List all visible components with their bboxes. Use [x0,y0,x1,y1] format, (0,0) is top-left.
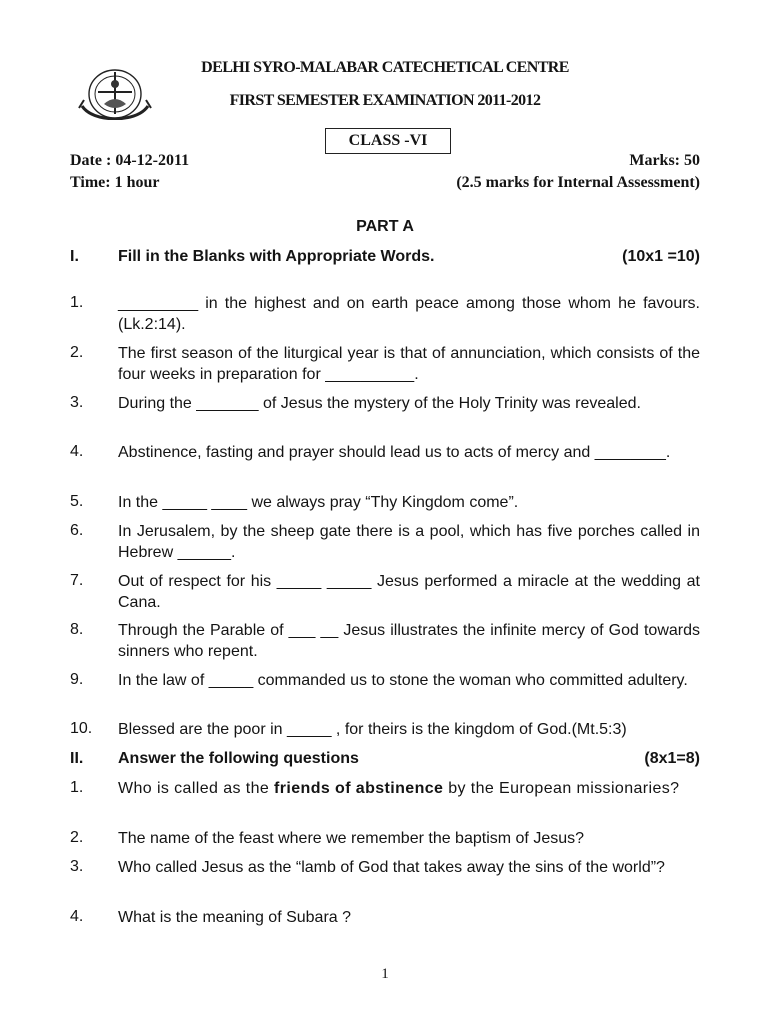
question-number: 8. [70,621,84,638]
section-number: II. [70,750,84,767]
part-heading: PART A [356,218,414,235]
question-text: Abstinence, fasting and prayer should lead us to acts of mercy and ________. [118,444,671,461]
question-number: 9. [70,671,84,688]
question-number: 3. [70,394,84,411]
question-text-part: Who is called as the [118,780,275,797]
question-number: 6. [70,522,84,539]
question-text: Blessed are the poor in _____ , for theirs is the kingdom of God.(Mt.5:3) [118,721,627,738]
section-title: Fill in the Blanks with Appropriate Words. [118,248,435,265]
question-text: During the _______ of Jesus the mystery of the Holy Trinity was revealed. [118,395,641,412]
section-number: I. [70,248,79,265]
question-text: Through the Parable of ___ __ Jesus illustrates the infinite mercy of God towards sinners who repent. [118,622,700,660]
question-emphasis: friends of abstinence [274,780,444,797]
question-text: In Jerusalem, by the sheep gate there is a pool, which has five porches called in Hebrew ______. [118,523,700,561]
question-number: 2. [70,829,84,846]
question-text-part: by the European missionaries? [443,780,680,797]
question-text: The name of the feast where we remember the baptism of Jesus? [118,830,585,847]
question-text: The first season of the liturgical year is that of annunciation, which consists of the four weeks in preparation for __________. [118,345,700,383]
question-number: 1. [70,294,84,311]
question-number: 1. [70,779,84,796]
exam-title: FIRST SEMESTER EXAMINATION 2011-2012 [229,92,541,109]
question-number: 2. [70,344,84,361]
question-text: Out of respect for his _____ _____ Jesus performed a miracle at the wedding at Cana. [118,573,700,611]
question-text: What is the meaning of Subara ? [118,909,352,926]
section-marks: (10x1 =10) [622,248,700,265]
question-number: 7. [70,572,84,589]
question-number: 5. [70,493,84,510]
exam-date: Date : 04-12-2011 [70,152,190,169]
question-text: Who called Jesus as the “lamb of God that takes away the sins of the world”? [118,859,665,876]
exam-time: Time: 1 hour [70,174,160,191]
question-number: 4. [70,908,84,925]
section-title: Answer the following questions [118,750,359,767]
question-number: 3. [70,858,84,875]
class-box: CLASS -VI [325,128,451,154]
question-number: 4. [70,443,84,460]
question-text [118,779,700,800]
question-text: In the law of _____ commanded us to stone the woman who committed adultery. [118,672,688,689]
section-marks: (8x1=8) [644,750,700,767]
centre-title: DELHI SYRO-MALABAR CATECHETICAL CENTRE [201,59,569,76]
total-marks: Marks: 50 [629,152,700,169]
page-number: 1 [381,966,389,982]
internal-assessment: (2.5 marks for Internal Assessment) [456,174,700,191]
question-text: _________ in the highest and on earth peace among those whom he favours. (Lk.2:14). [118,295,700,333]
question-text: In the _____ ____ we always pray “Thy Kingdom come”. [118,494,519,511]
question-number: 10. [70,720,93,737]
